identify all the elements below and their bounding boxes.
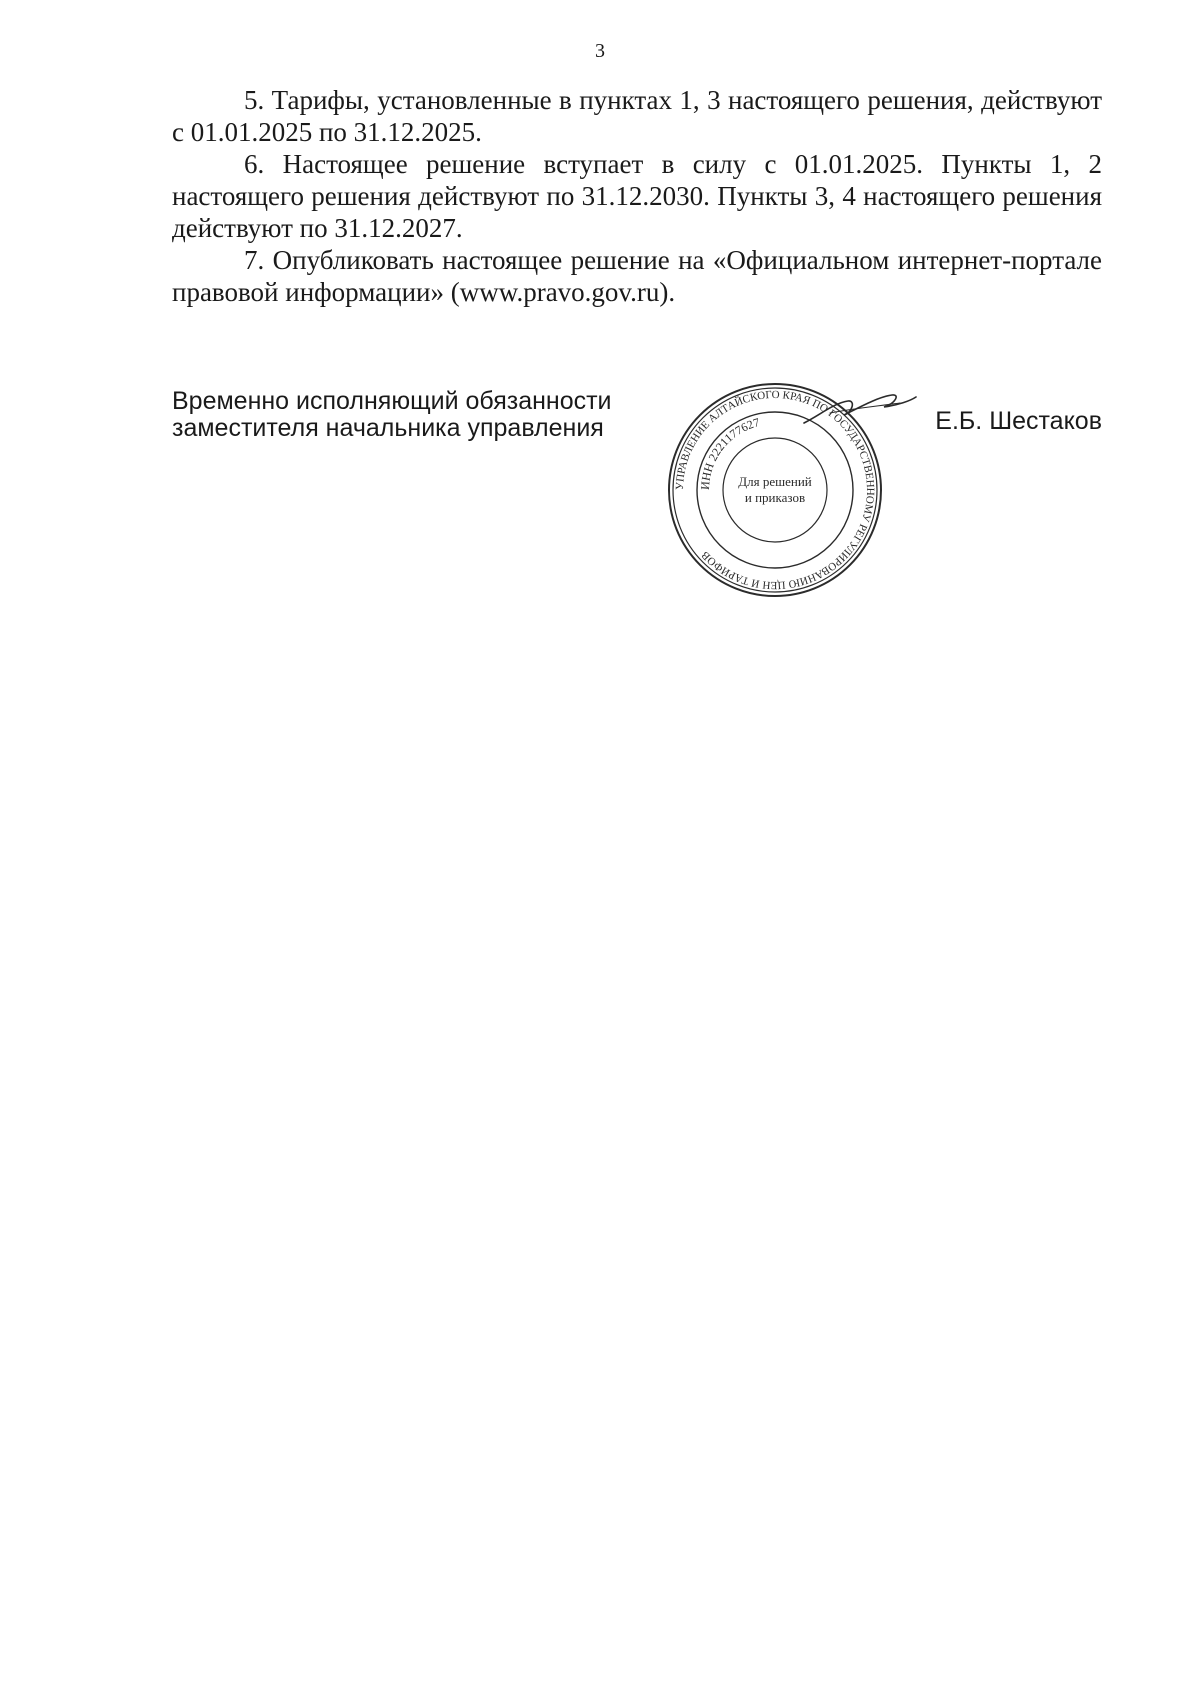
seal-outer-text: УПРАВЛЕНИЕ АЛТАЙСКОГО КРАЯ ПО ГОСУДАРСТВЕННОМУ РЕГУЛИРОВАНИЮ ЦЕН И ТАРИФОВ — [673, 388, 877, 592]
seal-inn-text: ИНН 2221177627 — [697, 415, 762, 491]
signatory-name: Е.Б. Шестаков — [935, 407, 1102, 435]
handwritten-signature — [800, 385, 920, 435]
page-number: 3 — [595, 40, 605, 62]
paragraph-5: 5. Тарифы, установленные в пунктах 1, 3 настоящего решения, действуют с 01.01.2025 по 31.12.2025. — [172, 85, 1102, 147]
document-body — [172, 84, 1102, 308]
paragraph-6: 6. Настоящее решение вступает в силу с 01.01.2025. Пункты 1, 2 настоящего решения действуют по 31.12.2030. Пункты 3, 4 настоящего решения действуют по 31.12.2027. — [172, 149, 1102, 243]
seal-center-line-2: и приказов — [744, 490, 806, 505]
signatory-position-line-2: заместителя начальника управления — [172, 414, 604, 442]
signatory-position-line-1: Временно исполняющий обязанности — [172, 387, 612, 415]
seal-center-line-1: Для решений — [738, 474, 812, 489]
paragraph-7: 7. Опубликовать настоящее решение на «Официальном интернет-портале правовой информации» (www.pravo.gov.ru). — [172, 245, 1102, 307]
signatory-position — [172, 388, 612, 442]
